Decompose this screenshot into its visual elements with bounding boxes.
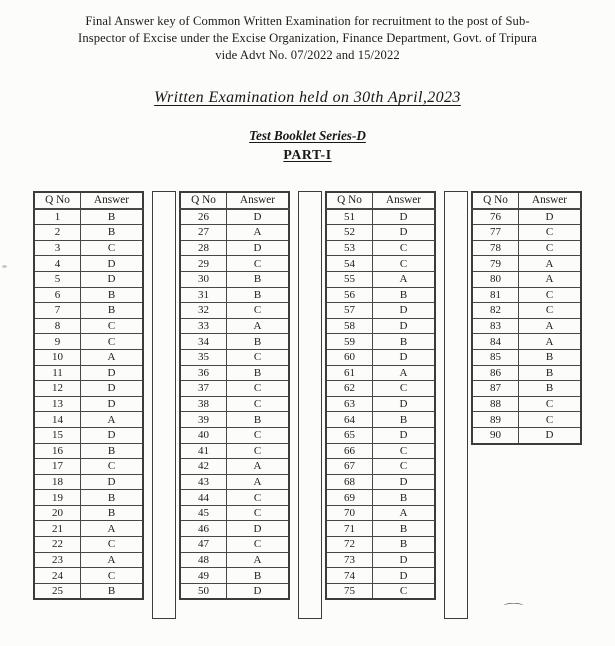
answer-letter: D (227, 521, 290, 537)
answer-row (180, 490, 289, 506)
answer-letter: C (373, 240, 436, 256)
document-title (0, 13, 615, 64)
answer-letter: C (519, 240, 582, 256)
answer-row (326, 427, 435, 443)
answer-row (180, 318, 289, 334)
question-number: 18 (34, 474, 81, 490)
answer-letter: D (373, 209, 436, 225)
answer-letter: C (81, 318, 144, 334)
answer-row (472, 271, 581, 287)
question-number: 45 (180, 505, 227, 521)
answer-row (180, 271, 289, 287)
answer-row (34, 396, 143, 412)
answer-letter: C (227, 505, 290, 521)
question-number: 48 (180, 552, 227, 568)
answer-row (326, 365, 435, 381)
question-number: 15 (34, 427, 81, 443)
answer-row (326, 209, 435, 225)
answer-letter: A (81, 521, 144, 537)
question-number: 26 (180, 209, 227, 225)
answer-row (34, 318, 143, 334)
question-number: 83 (472, 318, 519, 334)
answer-row (34, 459, 143, 475)
answer-letter: A (373, 271, 436, 287)
answer-row (34, 552, 143, 568)
answer-row (472, 303, 581, 319)
question-number: 89 (472, 412, 519, 428)
answer-letter: A (227, 552, 290, 568)
question-number: 36 (180, 365, 227, 381)
answer-letter: D (81, 474, 144, 490)
answer-row (326, 334, 435, 350)
answer-row (34, 365, 143, 381)
answer-table-q76-90 (471, 191, 582, 445)
question-number: 57 (326, 303, 373, 319)
answer-letter: D (227, 209, 290, 225)
answer-row (34, 349, 143, 365)
answer-row (472, 334, 581, 350)
question-number: 9 (34, 334, 81, 350)
question-number: 25 (34, 583, 81, 599)
answer-letter: C (519, 287, 582, 303)
answer-letter: A (227, 318, 290, 334)
answer-letter: B (81, 303, 144, 319)
answer-row (180, 505, 289, 521)
question-number: 46 (180, 521, 227, 537)
answer-row (34, 209, 143, 225)
answer-row (180, 256, 289, 272)
answer-letter: A (519, 271, 582, 287)
answer-letter: A (227, 474, 290, 490)
answer-letter: A (81, 412, 144, 428)
answer-letter: C (519, 412, 582, 428)
answer-row (180, 349, 289, 365)
answer-row (180, 365, 289, 381)
answer-letter: D (227, 583, 290, 599)
answer-letter: B (373, 287, 436, 303)
answer-letter: D (81, 256, 144, 272)
answer-row (34, 381, 143, 397)
answer-letter: D (81, 365, 144, 381)
answer-row (180, 537, 289, 553)
answer-row (34, 583, 143, 599)
answer-letter: B (227, 412, 290, 428)
answer-row (326, 521, 435, 537)
answer-row (180, 240, 289, 256)
answer-letter: A (519, 334, 582, 350)
question-number: 2 (34, 225, 81, 241)
answer-row (34, 474, 143, 490)
question-number: 80 (472, 271, 519, 287)
answer-letter: C (227, 427, 290, 443)
answer-row (180, 303, 289, 319)
question-number: 38 (180, 396, 227, 412)
answer-row (326, 474, 435, 490)
answer-letter: C (519, 303, 582, 319)
answer-letter: C (227, 396, 290, 412)
answer-letter: C (81, 334, 144, 350)
answer-row (180, 459, 289, 475)
answer-letter: C (373, 459, 436, 475)
question-number: 70 (326, 505, 373, 521)
qno-column-header: Q No (472, 192, 519, 209)
question-number: 50 (180, 583, 227, 599)
answer-letter: B (373, 490, 436, 506)
question-number: 79 (472, 256, 519, 272)
answer-row (326, 537, 435, 553)
answer-letter: B (81, 490, 144, 506)
answer-letter: B (81, 209, 144, 225)
question-number: 66 (326, 443, 373, 459)
answer-row (326, 240, 435, 256)
question-number: 58 (326, 318, 373, 334)
answer-letter: C (81, 459, 144, 475)
question-number: 76 (472, 209, 519, 225)
title-line-1: Final Answer key of Common Written Examination for recruitment to the post of Sub- (85, 14, 530, 28)
answer-row (472, 412, 581, 428)
answer-key-tables (33, 191, 582, 619)
answer-letter: D (373, 225, 436, 241)
answer-table-q51-75 (325, 191, 436, 600)
answer-letter: B (373, 412, 436, 428)
answer-row (326, 505, 435, 521)
question-number: 90 (472, 427, 519, 443)
answer-letter: D (373, 303, 436, 319)
answer-row (180, 427, 289, 443)
answer-row (472, 318, 581, 334)
answer-letter: C (227, 349, 290, 365)
answer-letter: A (519, 318, 582, 334)
question-number: 6 (34, 287, 81, 303)
question-number: 53 (326, 240, 373, 256)
answer-row (34, 287, 143, 303)
exam-date-heading: Written Examination held on 30th April,2023 (154, 89, 461, 106)
question-number: 14 (34, 412, 81, 428)
question-number: 21 (34, 521, 81, 537)
answer-row (326, 552, 435, 568)
answer-row (180, 521, 289, 537)
answer-letter: D (81, 427, 144, 443)
answer-letter: B (227, 334, 290, 350)
answer-row (326, 256, 435, 272)
answer-letter: B (519, 365, 582, 381)
answer-row (34, 568, 143, 584)
answer-row (326, 349, 435, 365)
answer-letter: C (227, 490, 290, 506)
answer-letter: C (227, 256, 290, 272)
answer-letter: B (81, 225, 144, 241)
answer-letter: C (373, 583, 436, 599)
question-number: 7 (34, 303, 81, 319)
answer-row (34, 303, 143, 319)
question-number: 20 (34, 505, 81, 521)
answer-row (180, 552, 289, 568)
answer-letter: B (81, 443, 144, 459)
answer-row (472, 349, 581, 365)
question-number: 12 (34, 381, 81, 397)
answer-row (34, 334, 143, 350)
question-number: 77 (472, 225, 519, 241)
question-number: 86 (472, 365, 519, 381)
answer-letter: C (519, 396, 582, 412)
header-row (34, 192, 143, 209)
question-number: 29 (180, 256, 227, 272)
answer-row (326, 303, 435, 319)
answer-row (34, 490, 143, 506)
answer-letter: D (81, 396, 144, 412)
answer-letter: C (373, 256, 436, 272)
answer-row (180, 381, 289, 397)
answer-letter: C (81, 537, 144, 553)
question-number: 55 (326, 271, 373, 287)
question-number: 11 (34, 365, 81, 381)
question-number: 10 (34, 349, 81, 365)
answer-letter: D (519, 427, 582, 443)
answer-row (472, 240, 581, 256)
qno-column-header: Q No (180, 192, 227, 209)
answer-letter: C (81, 240, 144, 256)
question-number: 32 (180, 303, 227, 319)
answer-row (326, 568, 435, 584)
answer-letter: C (227, 381, 290, 397)
answer-table-q1-25 (33, 191, 144, 600)
question-number: 40 (180, 427, 227, 443)
answer-row (326, 443, 435, 459)
answer-letter: B (373, 334, 436, 350)
question-number: 73 (326, 552, 373, 568)
separator-strip-2 (298, 191, 322, 619)
question-number: 64 (326, 412, 373, 428)
header-row (326, 192, 435, 209)
answer-letter: D (519, 209, 582, 225)
answer-letter: A (227, 459, 290, 475)
answer-letter: D (373, 396, 436, 412)
answer-row (180, 412, 289, 428)
question-number: 71 (326, 521, 373, 537)
answer-row (472, 396, 581, 412)
answer-letter: C (519, 225, 582, 241)
question-number: 28 (180, 240, 227, 256)
question-number: 22 (34, 537, 81, 553)
answer-letter: D (81, 271, 144, 287)
qno-column-header: Q No (326, 192, 373, 209)
header-row (472, 192, 581, 209)
question-number: 27 (180, 225, 227, 241)
booklet-series-heading: Test Booklet Series-D (249, 128, 366, 143)
title-line-3: vide Advt No. 07/2022 and 15/2022 (215, 48, 400, 62)
answer-letter: A (519, 256, 582, 272)
question-number: 60 (326, 349, 373, 365)
question-number: 54 (326, 256, 373, 272)
question-number: 30 (180, 271, 227, 287)
answer-letter: A (373, 365, 436, 381)
answer-row (34, 443, 143, 459)
answer-row (326, 381, 435, 397)
scan-stray-mark: ⌒ (503, 603, 524, 618)
question-number: 74 (326, 568, 373, 584)
answer-letter: C (373, 381, 436, 397)
question-number: 52 (326, 225, 373, 241)
question-number: 24 (34, 568, 81, 584)
answer-row (472, 381, 581, 397)
answer-row (34, 271, 143, 287)
answer-row (180, 396, 289, 412)
separator-strip-1 (152, 191, 176, 619)
answer-letter: B (519, 349, 582, 365)
answer-letter: D (373, 349, 436, 365)
answer-row (34, 427, 143, 443)
answer-row (326, 459, 435, 475)
answer-row (472, 256, 581, 272)
question-number: 87 (472, 381, 519, 397)
answer-column-header: Answer (81, 192, 144, 209)
part-heading: PART-I (283, 147, 332, 162)
answer-row (326, 583, 435, 599)
answer-row (34, 225, 143, 241)
question-number: 42 (180, 459, 227, 475)
answer-row (180, 225, 289, 241)
answer-row (34, 240, 143, 256)
answer-row (180, 334, 289, 350)
answer-letter: D (373, 318, 436, 334)
question-number: 35 (180, 349, 227, 365)
answer-row (326, 271, 435, 287)
question-number: 16 (34, 443, 81, 459)
question-number: 19 (34, 490, 81, 506)
question-number: 81 (472, 287, 519, 303)
question-number: 49 (180, 568, 227, 584)
answer-letter: B (81, 287, 144, 303)
answer-row (472, 209, 581, 225)
answer-letter: D (373, 427, 436, 443)
question-number: 82 (472, 303, 519, 319)
answer-letter: A (373, 505, 436, 521)
question-number: 85 (472, 349, 519, 365)
answer-row (180, 583, 289, 599)
answer-row (180, 443, 289, 459)
answer-row (180, 474, 289, 490)
answer-letter: C (227, 303, 290, 319)
header-row (180, 192, 289, 209)
question-number: 39 (180, 412, 227, 428)
answer-row (472, 427, 581, 443)
answer-column-header: Answer (227, 192, 290, 209)
answer-row (34, 537, 143, 553)
answer-row (34, 505, 143, 521)
scan-noise-speck (2, 265, 7, 268)
question-number: 61 (326, 365, 373, 381)
question-number: 75 (326, 583, 373, 599)
answer-letter: B (81, 505, 144, 521)
question-number: 43 (180, 474, 227, 490)
question-number: 31 (180, 287, 227, 303)
answer-letter: B (227, 271, 290, 287)
question-number: 5 (34, 271, 81, 287)
question-number: 47 (180, 537, 227, 553)
answer-row (180, 568, 289, 584)
question-number: 4 (34, 256, 81, 272)
question-number: 34 (180, 334, 227, 350)
answer-row (326, 318, 435, 334)
answer-letter: D (373, 568, 436, 584)
answer-letter: C (81, 568, 144, 584)
question-number: 37 (180, 381, 227, 397)
answer-row (34, 412, 143, 428)
question-number: 33 (180, 318, 227, 334)
question-number: 41 (180, 443, 227, 459)
question-number: 13 (34, 396, 81, 412)
answer-letter: B (373, 537, 436, 553)
question-number: 63 (326, 396, 373, 412)
answer-row (326, 412, 435, 428)
answer-row (472, 287, 581, 303)
question-number: 68 (326, 474, 373, 490)
answer-column-header: Answer (373, 192, 436, 209)
question-number: 67 (326, 459, 373, 475)
answer-letter: A (81, 552, 144, 568)
answer-row (326, 287, 435, 303)
answer-row (472, 365, 581, 381)
answer-column-header: Answer (519, 192, 582, 209)
question-number: 51 (326, 209, 373, 225)
qno-column-header: Q No (34, 192, 81, 209)
question-number: 62 (326, 381, 373, 397)
question-number: 65 (326, 427, 373, 443)
question-number: 78 (472, 240, 519, 256)
title-line-2: Inspector of Excise under the Excise Organization, Finance Department, Govt. of Tripura (78, 31, 537, 45)
answer-letter: B (373, 521, 436, 537)
question-number: 69 (326, 490, 373, 506)
answer-table-q26-50 (179, 191, 290, 600)
answer-row (34, 521, 143, 537)
answer-letter: A (227, 225, 290, 241)
question-number: 88 (472, 396, 519, 412)
question-number: 59 (326, 334, 373, 350)
answer-row (326, 490, 435, 506)
answer-letter: B (519, 381, 582, 397)
question-number: 56 (326, 287, 373, 303)
answer-letter: D (227, 240, 290, 256)
answer-letter: C (227, 537, 290, 553)
question-number: 17 (34, 459, 81, 475)
answer-letter: B (81, 583, 144, 599)
question-number: 8 (34, 318, 81, 334)
answer-letter: B (227, 287, 290, 303)
answer-letter: D (373, 474, 436, 490)
answer-row (472, 225, 581, 241)
question-number: 84 (472, 334, 519, 350)
question-number: 3 (34, 240, 81, 256)
answer-letter: B (227, 365, 290, 381)
answer-letter: A (81, 349, 144, 365)
question-number: 72 (326, 537, 373, 553)
answer-row (180, 287, 289, 303)
answer-letter: D (373, 552, 436, 568)
answer-letter: D (81, 381, 144, 397)
answer-row (180, 209, 289, 225)
answer-letter: C (227, 443, 290, 459)
answer-letter: C (373, 443, 436, 459)
question-number: 1 (34, 209, 81, 225)
answer-row (34, 256, 143, 272)
answer-row (326, 396, 435, 412)
answer-letter: B (227, 568, 290, 584)
question-number: 23 (34, 552, 81, 568)
separator-strip-3 (444, 191, 468, 619)
question-number: 44 (180, 490, 227, 506)
answer-row (326, 225, 435, 241)
